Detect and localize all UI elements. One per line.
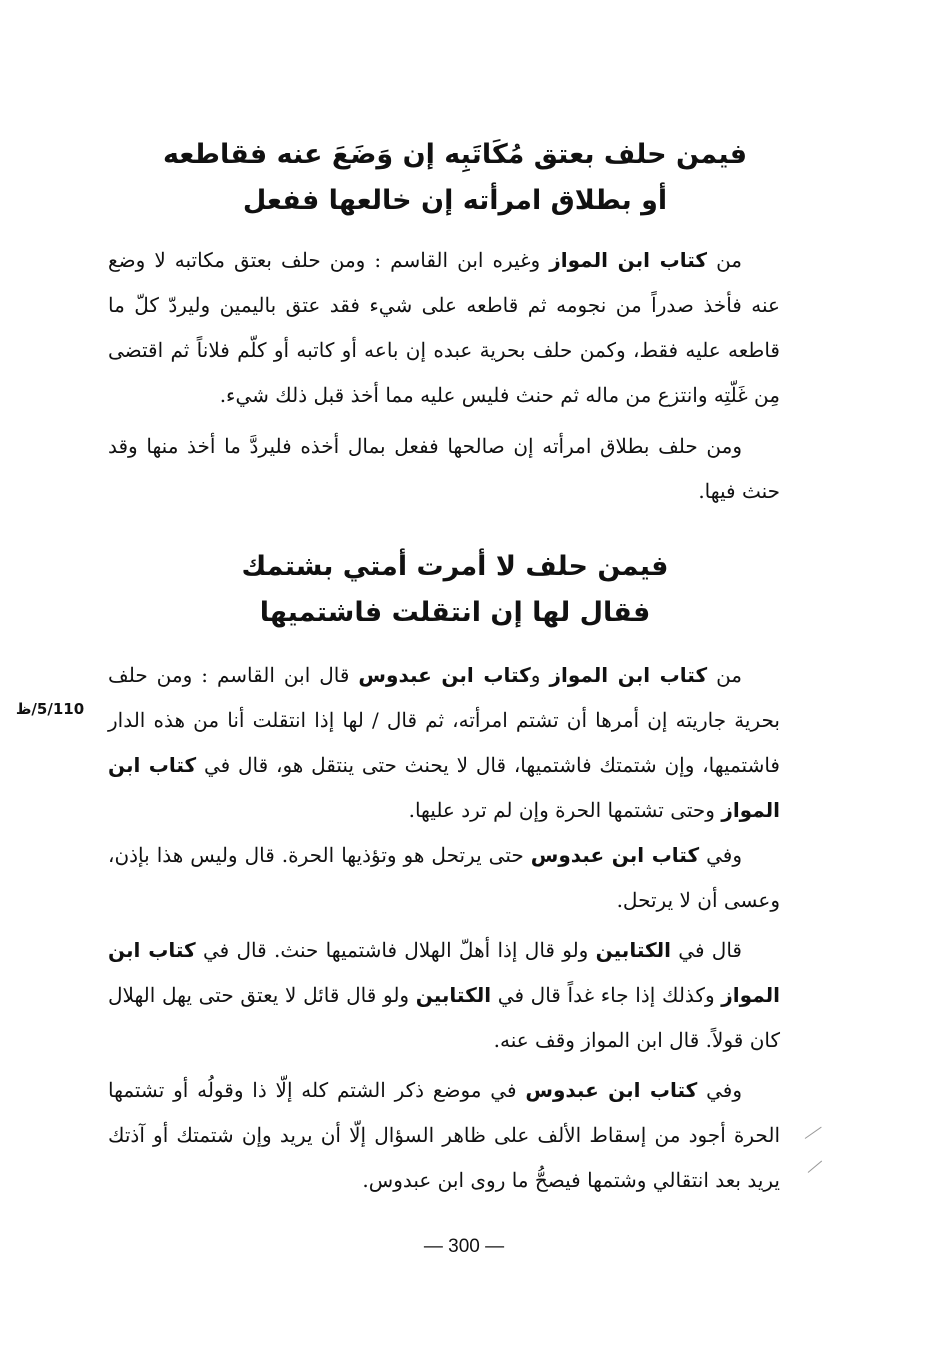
page-number: — 300 — — [423, 1236, 505, 1257]
section2-p4-source1: كتاب ابن عبدوس — [525, 1078, 698, 1102]
section2-p4-text1: في موضع ذكر الشتم كله إلّا ذا وقولُه أو تشتمها الحرة أجود من إسقاط الألف على ظاهر السؤال إلّا أن يريد وإن شتمتك أو آذتك يريد بعد انتقالي وشتمها فيصحُّ ما روى ابن عبدوس. — [108, 1078, 780, 1192]
section2-p1-text3: وحتى تشتمها الحرة وإن لم ترد عليها. — [408, 798, 722, 822]
section2-p1-source3: كتاب ابن المواز — [108, 753, 780, 822]
section1-heading-line2: أو بطلاق امرأته إن خالعها ففعل — [242, 185, 668, 216]
section2-heading — [110, 544, 800, 636]
section2-p1-text2: قال ابن القاسم : ومن حلف بحرية جاريته إن أمرها أن تشتم امرأته، ثم قال / لها إذا انتقلت أنا من هذه الدار فاشتميها، وإن شتمتك فاشتميها، قال لا يحنث حتى ينتقل هو، قال في — [108, 663, 780, 777]
section1-paragraph1 — [108, 238, 780, 418]
section2-p4-lead: وفي — [697, 1078, 743, 1102]
section1-heading-line1: فيمن حلف بعتق مُكَاتَبِه إن وَضَعَ عنه فقاطعه — [162, 139, 748, 170]
section1-paragraph2 — [108, 424, 780, 514]
section2-p2-text1: حتى يرتحل هو وتؤذيها الحرة. قال وليس هذا بإذن، وعسى أن لا يرتحل. — [108, 843, 780, 912]
section2-heading-line2: فقال لها إن انتقلت فاشتميها — [259, 597, 651, 628]
section2-p3-lead: قال في — [670, 938, 742, 962]
section2-p3-source2: كتاب ابن المواز — [108, 938, 780, 1007]
scan-mark — [808, 1161, 822, 1173]
section2-paragraph3 — [108, 928, 780, 1063]
section2-p3-text1: ولو قال إذا أهلّ الهلال فاشتميها حنث. قال في — [195, 938, 596, 962]
section2-p1-source1: كتاب ابن المواز — [549, 663, 708, 687]
section2-p2-source1: كتاب ابن عبدوس — [530, 843, 700, 867]
section1-p1-source: كتاب ابن المواز — [549, 248, 708, 272]
section1-heading — [110, 132, 800, 224]
section2-p3-source3: الكتابين — [415, 983, 492, 1007]
section2-p1-text1: و — [530, 663, 550, 687]
section2-paragraph2 — [108, 833, 780, 923]
section2-p1-source2: كتاب ابن عبدوس — [358, 663, 531, 687]
section2-p3-text2: وكذلك إذا جاء غداً قال في — [491, 983, 722, 1007]
manuscript-folio-note: 5/110/ظ — [15, 700, 85, 718]
section2-p2-lead: وفي — [699, 843, 742, 867]
section2-paragraph1 — [108, 653, 780, 833]
section2-heading-line1: فيمن حلف لا أمرت أمتي بشتمك — [241, 551, 669, 582]
section1-p1-lead: من — [707, 248, 743, 272]
section2-paragraph4 — [108, 1068, 780, 1203]
section1-p2-text: ومن حلف بطلاق امرأته إن صالحها ففعل بمال أخذه فليردَّ ما أخذ منها وقد حنث فيها. — [108, 434, 780, 503]
section2-p3-text3: ولو قال قائل لا يعتق حتى يهل الهلال كان قولاً. قال ابن المواز وقف عنه. — [108, 983, 780, 1052]
section2-p1-lead: من — [707, 663, 743, 687]
scan-mark — [805, 1127, 822, 1139]
section2-p3-source1: الكتابين — [595, 938, 671, 962]
section1-p1-text: وغيره ابن القاسم : ومن حلف بعتق مكاتبه لا وضع عنه فأخذ صدراً من نجومه ثم قاطعه على شيء فقد عتق باليمين وليردّ كلّ ما قاطعه عليه فقط، وكمن حلف بحرية عبده إن باعه أو كاتبه أو كلّم فلاناً ثم اقتضى مِن غَلّتِه وانتزع من ماله ثم حنث فليس عليه مما أخذ قبل ذلك شيء. — [108, 248, 780, 407]
